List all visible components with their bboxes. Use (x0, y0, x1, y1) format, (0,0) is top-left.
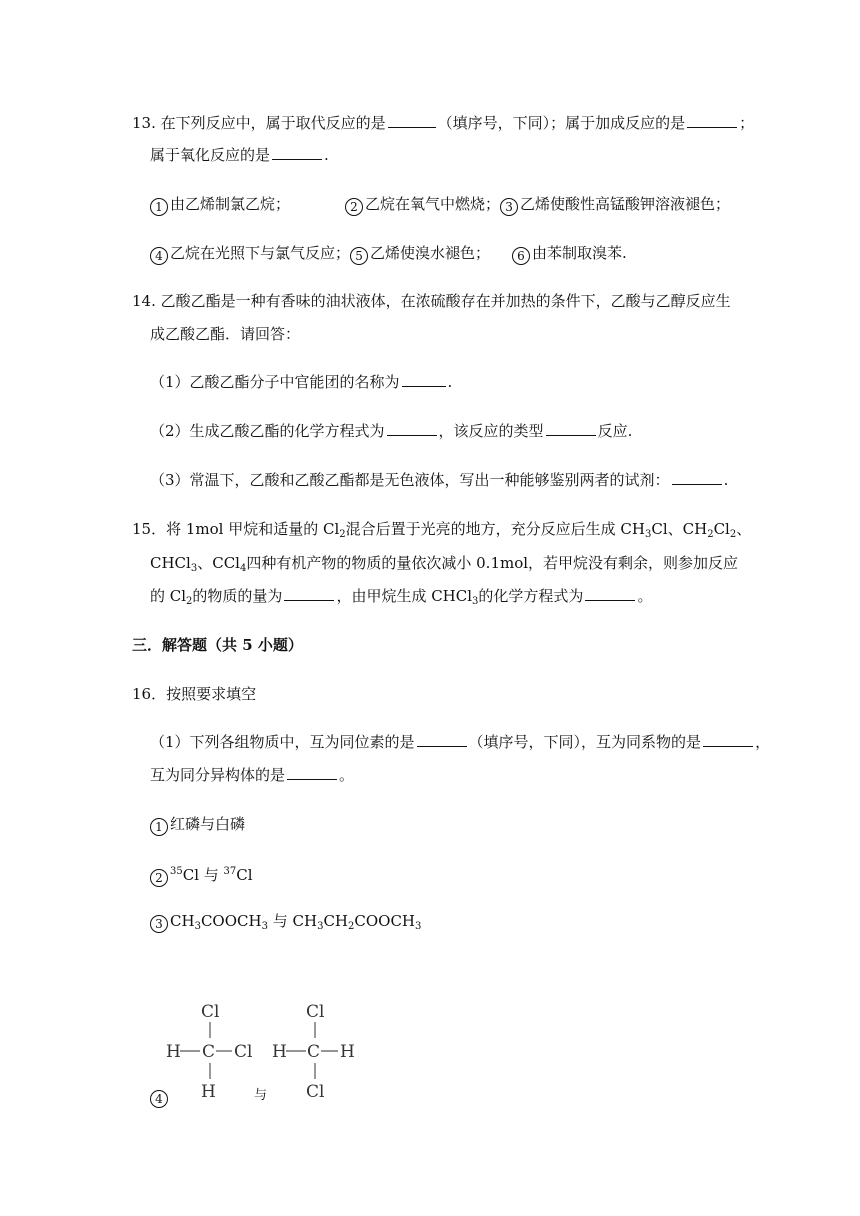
circled-number-icon: 3 (500, 198, 518, 216)
atom-label: H (201, 1082, 216, 1102)
circled-number-icon: 2 (150, 869, 168, 887)
option-text: 红磷与白磷 (170, 815, 246, 833)
q16-text: ， (755, 733, 771, 751)
subscript: 3 (317, 921, 324, 932)
atom-label: Cl (306, 1082, 325, 1102)
atom-label: Cl (201, 1002, 220, 1022)
formula-text: COOCH (354, 912, 416, 930)
q15-text: 混合后置于光亮的地方，充分反应后生成 CH (345, 520, 645, 538)
option-text: 乙烯使酸性高锰酸钾溶液褪色； (520, 195, 731, 213)
subscript: 2 (339, 529, 346, 540)
atom-label: H (166, 1042, 181, 1062)
subscript: 3 (194, 921, 201, 932)
option-text: Cl (236, 866, 253, 884)
conjunction-text: 与 (254, 1088, 268, 1103)
q13-text: （填序号，下同）；属于加成反应的是 (437, 114, 686, 132)
atom-label: Cl (234, 1042, 253, 1062)
q14-stem-line-2: 成乙酸乙酯．请回答： (150, 325, 301, 343)
answer-blank[interactable] (284, 586, 334, 601)
q14-text: （3）常温下，乙酸和乙酸乙酯都是无色液体，写出一种能够鉴别两者的试剂： (150, 471, 670, 489)
q13-line-1 (132, 113, 754, 133)
atom-label: H (340, 1042, 355, 1062)
q15-text: 四种有机产物的物质的量依次减小 0.1mol，若甲烷没有剩余，则参加反应 (246, 554, 739, 572)
q16-text: （1）下列各组物质中，互为同位素的是 (150, 733, 415, 751)
structural-formula-diagram (160, 995, 370, 1105)
q16-title: 16．按照要求填空 (132, 685, 257, 703)
dichloromethane-structure-1 (166, 1002, 252, 1102)
formula-text: COOCH (200, 912, 262, 930)
atom-label: C (307, 1042, 321, 1062)
formula-text: 与 CH (267, 912, 318, 930)
subscript: 2 (348, 921, 355, 932)
q14-part-2 (150, 421, 632, 441)
q14-text: ，该反应的类型 (438, 422, 544, 440)
circled-number-icon: 1 (150, 198, 168, 216)
q14-part-1 (150, 372, 452, 392)
option-text: 乙烷在光照下与氯气反应； (170, 244, 351, 262)
formula-text: CH (323, 912, 348, 930)
answer-blank[interactable] (287, 765, 337, 780)
circled-number-icon: 4 (150, 247, 168, 265)
subscript: 4 (239, 563, 247, 574)
q16-part-1-line-1 (150, 732, 770, 752)
subscript: 2 (186, 596, 193, 607)
q15-text: Cl (713, 520, 730, 538)
q15-text: 的化学方程式为 (478, 587, 584, 605)
q13-options-row-1 (150, 194, 290, 216)
q13-text: . (324, 146, 329, 164)
q14-text: 反应. (597, 422, 633, 440)
answer-blank[interactable] (703, 732, 753, 747)
answer-blank[interactable] (546, 421, 596, 436)
q16-text: （填序号，下同），互为同系物的是 (468, 733, 702, 751)
answer-blank[interactable] (417, 732, 467, 747)
circled-number-icon: 6 (512, 247, 530, 265)
q15-text: 的 Cl (150, 587, 187, 605)
answer-blank[interactable] (272, 145, 322, 160)
q14-text: . (723, 471, 729, 489)
q15-text: Cl、CH (651, 520, 708, 538)
q14-part-3 (150, 470, 728, 490)
q15-text: 、CCl (197, 554, 240, 572)
circled-number-icon: 1 (150, 818, 168, 836)
option-text: 由乙烯制氯乙烷； (170, 195, 291, 213)
q15-text: ，由甲烷生成 CHCl (336, 587, 473, 605)
superscript: 35 (170, 866, 183, 877)
q14-stem-line-1: 14. 乙酸乙酯是一种有香味的油状液体，在浓硫酸存在并加热的条件下，乙酸与乙醇反应生 (132, 292, 731, 310)
circled-number-icon: 4 (150, 1090, 168, 1108)
option-text: 乙烷在氧气中燃烧； (365, 195, 501, 213)
circled-number-icon: 2 (345, 198, 363, 216)
q13-line-2 (150, 145, 329, 165)
option-text: 乙烯使溴水褪色； (370, 244, 491, 262)
q15-text: 、 (736, 520, 752, 538)
subscript: 3 (415, 921, 422, 932)
q16-part-1-line-2 (150, 765, 354, 785)
q16-option-1 (150, 814, 245, 836)
answer-blank[interactable] (388, 113, 436, 128)
q15-text: 15．将 1mol 甲烷和适量的 Cl (132, 520, 340, 538)
answer-blank[interactable] (387, 421, 437, 436)
section-heading: 三．解答题（共 5 小题） (132, 636, 303, 654)
q15-line-3 (150, 586, 652, 612)
subscript: 3 (190, 563, 198, 574)
q14-text: （2）生成乙酸乙酯的化学方程式为 (150, 422, 385, 440)
q16-text: 互为同分异构体的是 (150, 766, 286, 784)
atom-label: C (202, 1042, 216, 1062)
q16-option-3 (150, 911, 421, 937)
q13-text: ； (739, 114, 755, 132)
subscript: 3 (644, 529, 652, 540)
q14-text: . (447, 373, 453, 391)
q13-options-row-2 (150, 243, 490, 265)
option-text: Cl 与 (182, 866, 224, 884)
subscript: 3 (261, 921, 268, 932)
q16-text: 。 (339, 766, 355, 784)
q15-text: 。 (637, 587, 653, 605)
atom-label: H (272, 1042, 287, 1062)
q16-option-2 (150, 862, 253, 887)
answer-blank[interactable] (585, 586, 635, 601)
q13-options-row-2b (512, 243, 627, 265)
atom-label: Cl (306, 1002, 325, 1022)
q13-text: 13. 在下列反应中，属于取代反应的是 (132, 114, 386, 132)
q15-line-1 (132, 519, 751, 545)
answer-blank[interactable] (672, 470, 722, 485)
option-text: 由苯制取溴苯. (532, 244, 627, 262)
dichloromethane-structure-2 (272, 1002, 355, 1102)
q15-line-2 (150, 553, 738, 579)
subscript: 2 (707, 529, 714, 540)
q14-text: （1）乙酸乙酯分子中官能团的名称为 (150, 373, 400, 391)
q13-options-row-1b (345, 194, 730, 216)
q15-text: 的物质的量为 (192, 587, 283, 605)
answer-blank[interactable] (687, 113, 737, 128)
q15-text: CHCl (150, 554, 191, 572)
circled-number-icon: 3 (150, 915, 168, 933)
subscript: 2 (729, 529, 737, 540)
q13-text: 属于氧化反应的是 (150, 146, 271, 164)
circled-number-icon: 5 (350, 247, 368, 265)
subscript: 3 (472, 596, 479, 607)
formula-text: CH (170, 912, 195, 930)
answer-blank[interactable] (402, 372, 446, 387)
superscript: 37 (223, 866, 237, 877)
